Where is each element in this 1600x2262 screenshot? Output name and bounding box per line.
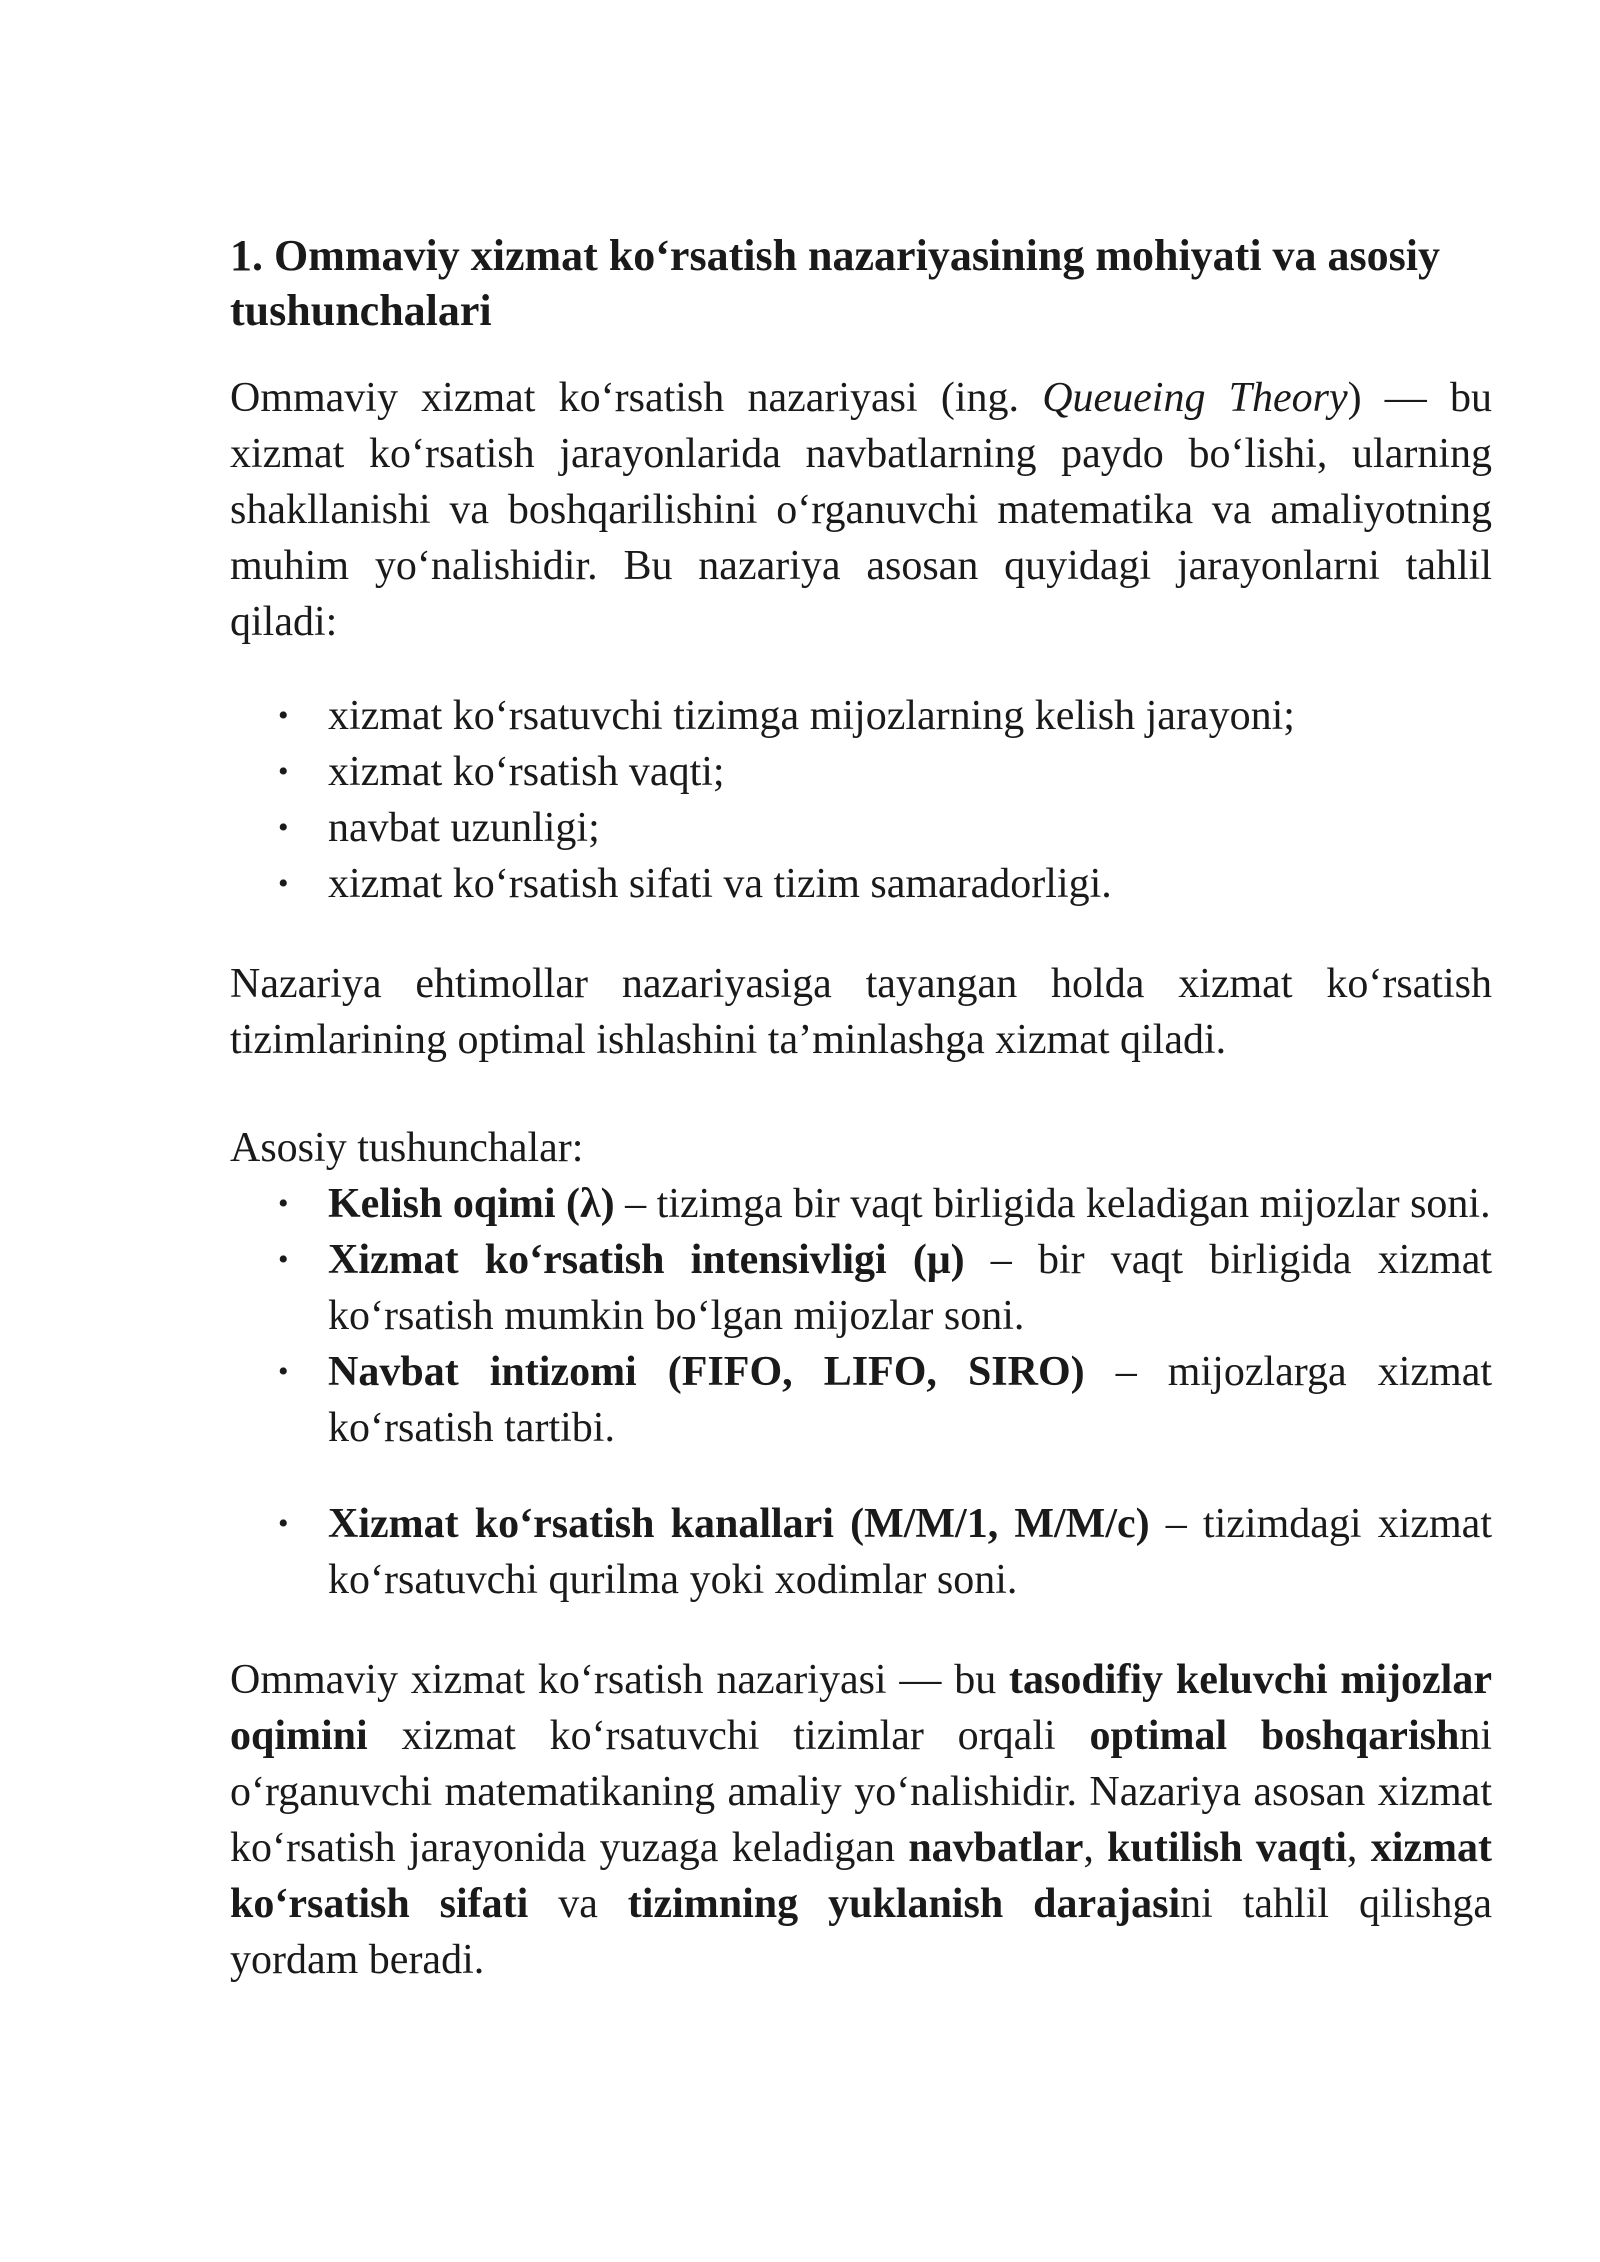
summary-bold: tizimning yuklanish darajasi bbox=[627, 1881, 1181, 1927]
concept-term: Xizmat ko‘rsatish intensivligi (μ) bbox=[328, 1237, 965, 1283]
list-item bbox=[230, 744, 1492, 800]
intro-english-term: Queueing Theory bbox=[1042, 375, 1348, 421]
summary-text: , bbox=[1346, 1825, 1371, 1871]
list-item-text: navbat uzunligi; bbox=[328, 805, 600, 851]
bullet-icon: • bbox=[278, 755, 289, 788]
concept-term: Kelish oqimi (λ) bbox=[328, 1181, 615, 1227]
bullet-icon: • bbox=[278, 1507, 289, 1540]
concept-desc: – tizimga bir vaqt birligida keladigan mijozlar soni. bbox=[614, 1181, 1491, 1227]
intro-text-end: ) — bu xizmat ko‘rsatish jarayonlarida navbatlarning paydo bo‘lishi, ularning shakllanishi va boshqarilishini o‘rganuvchi matematika va amaliyotning muhim yo‘nalishidir. Bu nazariya asosan quyidagi jarayonlarni tahlil qiladi: bbox=[230, 375, 1492, 645]
bullet-icon: • bbox=[278, 699, 289, 732]
bullet-icon: • bbox=[278, 1243, 289, 1276]
document-page bbox=[230, 228, 1492, 1988]
summary-bold: optimal boshqarish bbox=[1089, 1713, 1460, 1759]
bullet-icon: • bbox=[278, 867, 289, 900]
summary-text: ni o‘rganuvchi matematikaning amaliy yo‘nalishidir. Nazariya asosan xizmat ko‘rsatish jarayonida yuzaga keladigan bbox=[230, 1713, 1492, 1871]
intro-text-start: Ommaviy xizmat ko‘rsatish nazariyasi (ing. bbox=[230, 375, 1043, 421]
summary-text: va bbox=[528, 1881, 628, 1927]
concept-item bbox=[230, 1496, 1492, 1608]
list-item bbox=[230, 688, 1492, 744]
intro-paragraph bbox=[230, 370, 1492, 650]
summary-bold: xizmat ko‘rsatish sifati bbox=[230, 1825, 1493, 1927]
concepts-label: Asosiy tushunchalar: bbox=[230, 1125, 584, 1171]
summary-paragraph bbox=[230, 1652, 1492, 1988]
list-item-text: xizmat ko‘rsatish vaqti; bbox=[328, 749, 725, 795]
theory-paragraph: Nazariya ehtimollar nazariyasiga tayangan holda xizmat ko‘rsatish tizimlarining optimal ishlashini ta’minlashga xizmat qiladi. bbox=[230, 961, 1492, 1063]
bullet-icon: • bbox=[278, 811, 289, 844]
concept-item bbox=[230, 1344, 1492, 1456]
summary-bold: navbatlar bbox=[908, 1825, 1084, 1871]
summary-text: xizmat ko‘rsatuvchi tizimlar orqali bbox=[367, 1713, 1090, 1759]
concept-item bbox=[230, 1232, 1492, 1344]
concepts-list bbox=[230, 1176, 1492, 1608]
concept-desc: – bir vaqt birligida xizmat ko‘rsatish mumkin bo‘lgan mijozlar soni. bbox=[328, 1237, 1493, 1339]
concept-term: Navbat intizomi (FIFO, LIFO, SIRO) bbox=[328, 1349, 1085, 1395]
concept-desc: – tizimdagi xizmat ko‘rsatuvchi qurilma yoki xodimlar soni. bbox=[328, 1501, 1492, 1603]
list-item bbox=[230, 800, 1492, 856]
bullet-icon: • bbox=[278, 1355, 289, 1388]
summary-text: , bbox=[1083, 1825, 1108, 1871]
concept-item bbox=[230, 1176, 1492, 1232]
summary-text: ni tahlil qilishga yordam beradi. bbox=[230, 1881, 1492, 1983]
bullet-icon: • bbox=[278, 1187, 289, 1220]
section-heading: 1. Ommaviy xizmat ko‘rsatish nazariyasining mohiyati va asosiy tushunchalari bbox=[230, 231, 1441, 335]
concept-desc: – mijozlarga xizmat ko‘rsatish tartibi. bbox=[328, 1349, 1493, 1451]
process-list bbox=[230, 688, 1492, 912]
summary-bold: kutilish vaqti bbox=[1107, 1825, 1347, 1871]
list-item bbox=[230, 856, 1492, 912]
concept-term: Xizmat ko‘rsatish kanallari (M/M/1, M/M/c) bbox=[328, 1501, 1150, 1547]
summary-text: Ommaviy xizmat ko‘rsatish nazariyasi — bu bbox=[230, 1657, 1010, 1703]
summary-bold: tasodifiy keluvchi mijozlar oqimini bbox=[230, 1657, 1492, 1759]
list-item-text: xizmat ko‘rsatish sifati va tizim samaradorligi. bbox=[328, 861, 1112, 907]
list-item-text: xizmat ko‘rsatuvchi tizimga mijozlarning kelish jarayoni; bbox=[328, 693, 1295, 739]
